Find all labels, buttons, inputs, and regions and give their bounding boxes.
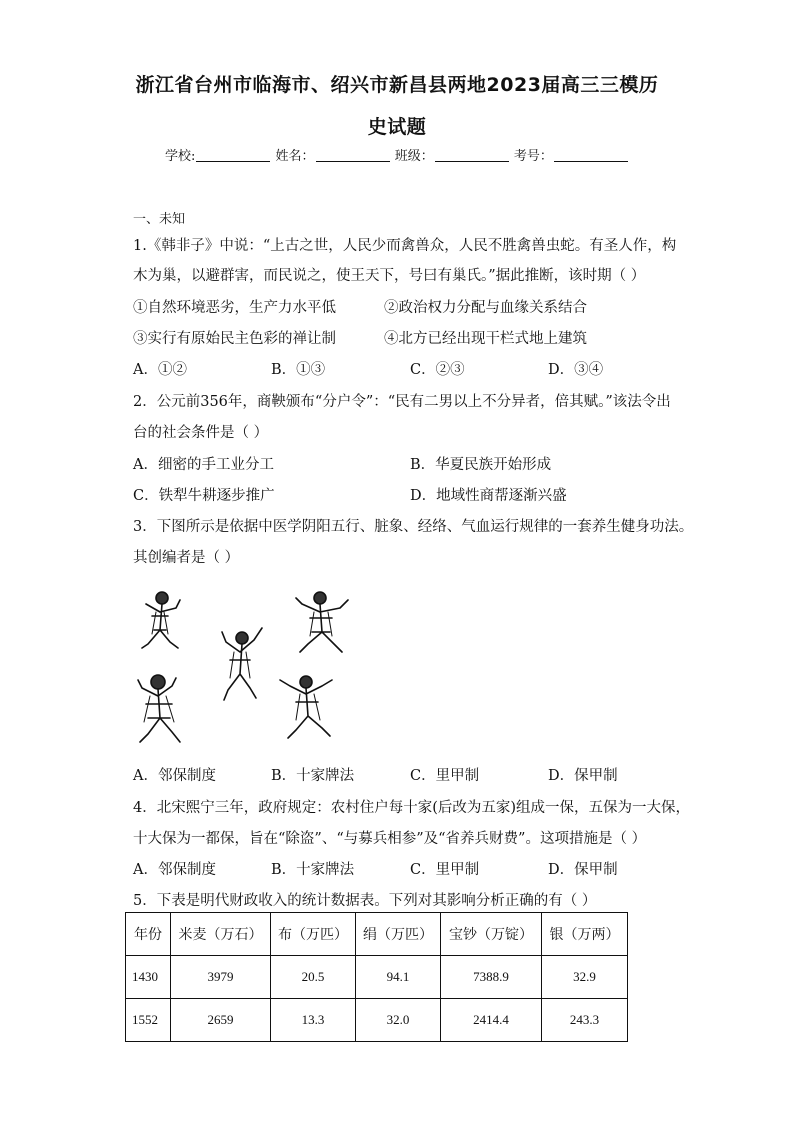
table-cell: 32.9 [542,956,628,999]
table-cell: 94.1 [356,956,441,999]
q2-option-a[interactable]: A．细密的手工业分工 [133,457,274,473]
figure-top-left [142,592,180,648]
figure-center [222,628,262,700]
table-header-cell: 布（万匹） [271,913,356,956]
q4-stem-line1: 4．北宋熙宁三年，政府规定：农村住户每十家(后改为五家)组成一保，五保为一大保， [133,800,691,816]
q3-stem-line2: 其创编者是（ ） [133,550,240,566]
q2-option-c[interactable]: C．铁犁牛耕逐步推广 [133,488,275,504]
q1-option-d[interactable]: D．③④ [548,362,604,378]
q1-statement-4: ④北方已经出现干栏式地上建筑 [384,331,587,347]
section-heading: 一、未知 [133,212,186,227]
table-cell: 13.3 [271,999,356,1042]
table-cell: 2659 [171,999,271,1042]
q1-stem-line1: 1.《韩非子》中说：“上古之世，人民少而禽兽众，人民不胜禽兽虫蛇。有圣人作，构 [133,238,677,254]
class-label: 班级： [394,149,434,164]
table-cell: 20.5 [271,956,356,999]
table-cell: 243.3 [542,999,628,1042]
exam-title-line1: 浙江省台州市临海市、绍兴市新昌县两地2023届高三三模历 [135,74,659,96]
table-header-cell: 年份 [126,913,171,956]
q4-option-c[interactable]: C．里甲制 [410,862,480,878]
q2-stem-line1: 2．公元前356年，商鞅颁布“分户令”：“民有二男以上不分异者，倍其赋。”该法令出 [133,394,671,410]
figure-bottom-right [280,676,332,738]
figure-bottom-left [138,675,180,742]
q4-option-b[interactable]: B．十家牌法 [271,862,355,878]
q4-option-d[interactable]: D．保甲制 [548,862,618,878]
q3-option-c[interactable]: C．里甲制 [410,768,480,784]
name-label: 姓名： [275,149,315,164]
exam-title-line2: 史试题 [367,116,427,138]
q2-option-d[interactable]: D．地域性商帮逐渐兴盛 [410,488,567,504]
table-cell: 3979 [171,956,271,999]
q1-option-c[interactable]: C．②③ [410,362,465,378]
table-header-row [126,913,628,956]
finance-table [125,912,628,1042]
name-blank[interactable] [316,148,390,162]
q3-stem-line1: 3．下图所示是依据中医学阴阳五行、脏象、经络、气血运行规律的一套养生健身功法。 [133,519,694,535]
table-header-cell: 宝钞（万锭） [441,913,542,956]
table-cell: 1552 [126,999,171,1042]
class-blank[interactable] [435,148,509,162]
exam-no-blank[interactable] [554,148,628,162]
q1-statement-3: ③实行有原始民主色彩的禅让制 [133,331,336,347]
table-header-cell: 银（万两） [542,913,628,956]
student-info-row [165,145,629,164]
table-cell: 7388.9 [441,956,542,999]
table-cell: 1430 [126,956,171,999]
q4-option-a[interactable]: A．邻保制度 [133,862,216,878]
exam-no-label: 考号： [513,149,553,164]
table-cell: 32.0 [356,999,441,1042]
q2-stem-line2: 台的社会条件是（ ） [133,425,269,441]
q2-option-b[interactable]: B．华夏民族开始形成 [410,457,552,473]
q1-stem-line2: 木为巢，以避群害，而民说之，使王天下，号曰有巢氏。”据此推断，该时期（ ） [133,268,646,284]
school-label: 学校: [165,149,196,164]
figure-top-right [296,592,348,652]
table-cell: 2414.4 [441,999,542,1042]
school-blank[interactable] [196,148,270,162]
q3-option-a[interactable]: A．邻保制度 [133,768,216,784]
q1-option-a[interactable]: A．①② [133,362,187,378]
q3-option-d[interactable]: D．保甲制 [548,768,618,784]
table-row [126,999,628,1042]
q5-stem-line1: 5．下表是明代财政收入的统计数据表。下列对其影响分析正确的有（ ） [133,893,597,909]
q3-option-b[interactable]: B．十家牌法 [271,768,355,784]
table-row [126,956,628,999]
table-header-cell: 米麦（万石） [171,913,271,956]
q4-stem-line2: 十大保为一都保，旨在“除盗”、“与募兵相参”及“省养兵财费”。这项措施是（ ） [133,831,647,847]
q1-statement-1: ①自然环境恶劣，生产力水平低 [133,300,336,316]
table-header-cell: 绢（万匹） [356,913,441,956]
exercise-figures-illustration [130,582,362,748]
q1-statement-2: ②政治权力分配与血缘关系结合 [384,300,587,316]
q1-option-b[interactable]: B．①③ [271,362,326,378]
